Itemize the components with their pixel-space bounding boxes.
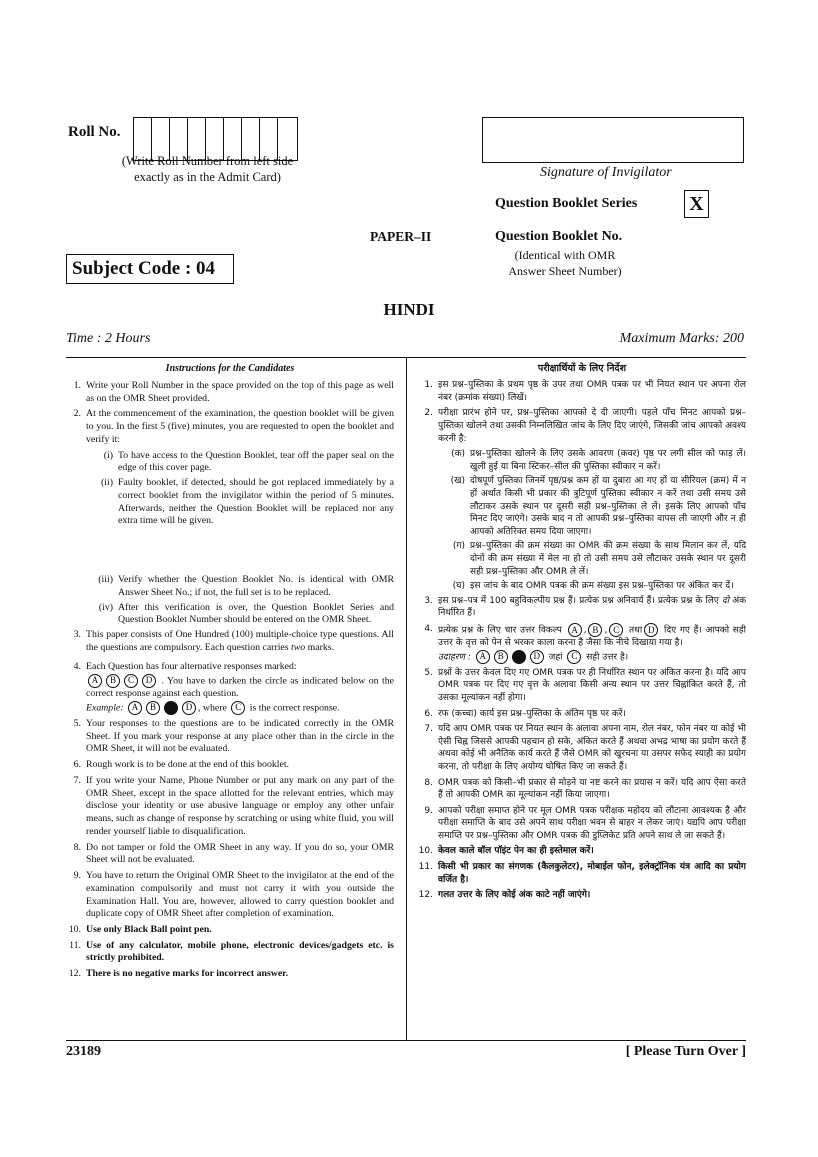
option-d-circle: D [644, 623, 658, 637]
signature-label: Signature of Invigilator [540, 165, 672, 180]
instruction-item: 6. Rough work is to be done at the end of this booklet. [73, 759, 289, 771]
example-a-circle: A [128, 701, 142, 715]
example-b-circle: B [146, 701, 160, 715]
column-divider [406, 357, 407, 1040]
instruction-item: 9. You have to return the Original OMR Sheet to the invigilator at the end of the examination compulsorily and must not carry it with you outside the Examination Hall. You are, however, allowed to carry question booklet and duplicate copy of OMR Sheet after completion of examination. [73, 870, 394, 920]
instruction-item: 3. इस प्रश्न–पत्र में 100 बहुविकल्पीय प्रश्न हैं। प्रत्येक प्रश्न अनिवार्य हैं। प्रत्येक प्रश्न के लिए दो अंक निर्धारित हैं। [424, 595, 746, 619]
english-heading: Instructions for the Candidates [165, 363, 295, 374]
example-d-circle: D [530, 650, 544, 664]
booklet-number-label: Question Booklet No. [495, 229, 623, 244]
instruction-item: 12. There is no negative marks for incorrect answer. [68, 968, 289, 980]
instruction-item: 9. आपको परीक्षा समाप्त होने पर मूल OMR पत्रक परीक्षक महोदय को लौटाना आवश्यक है और परीक्षा समाप्ति के बाद उसे अपने साथ परीक्षा भवन से बाहर न लेकर जाएं। यद्यपि आप परीक्षा समाप्ति पर प्रश्न–पुस्तिका और OMR पत्रक की डुप्लिकेट प्रति अपने साथ ले जा सकते हैं। [424, 805, 746, 841]
instruction-item: 11. Use of any calculator, mobile phone, electronic devices/gadgets etc. is strictly prohibited. [69, 939, 394, 964]
instruction-item: 8. OMR पत्रक को किसी–भी प्रकार से मोड़ने या नष्ट करने का प्रयास न करें। यदि आप ऐसा करते हैं तो आपकी OMR का मूल्यांकन नहीं किया जाएगा। [424, 777, 746, 801]
roll-number-note: (Write Roll Number from left side exactly as in the Admit Card) [121, 154, 294, 185]
booklet-number-note: (Identical with OMR Answer Sheet Number) [508, 248, 622, 278]
roll-number-label: Roll No. [68, 124, 121, 140]
instruction-item: 4. प्रत्येक प्रश्न के लिए चार उत्तर विकल्प A , B , C तथा D दिए गए हैं। आपको सही उत्तर के वृत्त को पेन से भरकर काला करना है जैसा कि नीचे दिखाया गया है। उदाहरण : A B D जहां C सही उत्तर है। [424, 623, 746, 663]
instruction-item: 12. गलत उत्तर के लिए कोई अंक काटे नहीं जाएंगे। [418, 890, 591, 901]
example-d-circle: D [182, 701, 196, 715]
example-a-circle: A [476, 650, 490, 664]
instruction-subitem: (ख) दोषपूर्ण पुस्तिका जिनमें पृष्ठ/प्रश्न कम हों या दुबारा आ गए हों या सीरियल (क्रम) में न हों अर्थात किसी भी प्रकार की त्रुटिपूर्ण पुस्तिका स्वीकार न करें तथा उसी समय उसे लौटाकर उसके स्थान पर दूसरी सही प्रश्न–पुस्तिका ले लें। इसके लिए आपको पाँच मिनट दिए जाएंगे। उसके बाद न तो आपकी प्रश्न–पुस्तिका वापस ली जाएगी और न ही आपको अतिरिक्त समय दिया जाएगा। [450, 476, 746, 537]
subject-code: Subject Code : 04 [66, 254, 234, 284]
example-answer-circle: C [567, 650, 581, 664]
example-answer-circle: C [231, 701, 245, 715]
bottom-divider [66, 1040, 746, 1041]
option-c-circle: C [124, 674, 138, 688]
instruction-item: 5. Your responses to the questions are to be indicated correctly in the OMR Sheet. If you mark your response at any place other than in the circle in the OMR Sheet, it will not be evaluated. [73, 717, 394, 755]
instruction-subitem: (घ) इस जांच के बाद OMR पत्रक की क्रम संख्या इस प्रश्न–पुस्तिका पर अंकित कर दें। [452, 581, 734, 592]
option-d-circle: D [142, 674, 156, 688]
paper-label: PAPER–II [370, 229, 432, 244]
instruction-subitem: (iv) After this verification is over, the Question Booklet Series and Question Booklet Number should be entered on the OMR Sheet. [98, 601, 394, 626]
example-b-circle: B [494, 650, 508, 664]
booklet-code: 23189 [66, 1044, 101, 1059]
instruction-item: 2. परीक्षा प्रारंभ होने पर, प्रश्न–पुस्तिका आपको दे दी जाएगी। पहले पाँच मिनट आपको प्रश्न–पुस्तिका खोलने तथा उसकी निम्नलिखित जांच के लिए दिए जाएंगे, जिसकी जांच आपको अवश्य करनी है: [424, 408, 746, 444]
instruction-subitem: (iii) Verify whether the Question Booklet No. is identical with OMR Answer Sheet No.; if not, the full set is to be replaced. [98, 574, 394, 598]
instruction-item: 10. केवल काले बॉल पॉइंट पेन का ही इस्तेमाल करें। [418, 846, 594, 857]
instruction-item: 4. Each Question has four alternative responses marked: A B C D . You have to darken the circle as indicated below on the correct response against each question. Example: A B D , where C is the correct response. [73, 661, 394, 714]
instruction-item: 11. किसी भी प्रकार का संगणक (कैलकुलेटर), मोबाईल फोन, इलेक्ट्रॉनिक यंत्र आदि का प्रयोग वर्जित है। [418, 862, 746, 885]
instruction-item: 7. यदि आप OMR पत्रक पर नियत स्थान के अलावा अपना नाम, रोल नंबर, फोन नंबर या कोई भी ऐसी चिह्न जिससे आपकी पहचान हो सके, अंकित करते हैं अथवा अभद्र भाषा का प्रयोग करते हैं अथवा कोई भी अनैतिक कार्य करते हैं जैसे OMR को खुरचना या उसपर सफेद स्याही का प्रयोग करना, तो परीक्षा के लिए अयोग्य घोषित किए जा सकते हैं। [424, 724, 746, 772]
instruction-item: 6. रफ (कच्चा) कार्य इस प्रश्न–पुस्तिका के अंतिम पृष्ठ पर करें। [424, 708, 626, 719]
example-filled-circle [164, 701, 178, 715]
instruction-item: 1. इस प्रश्न–पुस्तिका के प्रथम पृष्ठ के उपर तथा OMR पत्रक पर भी नियत स्थान पर अपना रोल नंबर (क्रमांक संख्या) लिखें। [424, 380, 746, 403]
maximum-marks: Maximum Marks: 200 [619, 331, 744, 346]
option-b-circle: B [106, 674, 120, 688]
instruction-item: 3. This paper consists of One Hundred (100) multiple-choice type questions. All the questions are compulsory. Each question carries two marks. [73, 629, 394, 653]
option-b-circle: B [588, 623, 602, 637]
subject-title: HINDI [383, 300, 435, 319]
invigilator-signature-box[interactable] [482, 117, 744, 163]
instruction-item: 7. If you write your Name, Phone Number or put any mark on any part of the OMR Sheet, except in the space allotted for the relevant entries, which may disclose your identity or use abusive language or employ any other unfair means, such as change of response by scratching or using white fluid, you will render yourself liable to disqualification. [73, 774, 394, 837]
instruction-item: 1. Write your Roll Number in the space provided on the top of this page as well as on the OMR Sheet provided. [73, 380, 394, 404]
example-filled-circle [512, 650, 526, 664]
please-turn-over: [ Please Turn Over ] [625, 1044, 746, 1059]
hindi-heading: परीक्षार्थियों के लिए निर्देश [537, 363, 627, 374]
instruction-subitem: (ii) Faulty booklet, if detected, should be got replaced immediately by a correct booklet from the invigilator within the period of 5 minutes. Afterwards, neither the Question Booklet will be replaced nor any extra time will be given. [101, 477, 394, 527]
option-c-circle: C [609, 623, 623, 637]
instruction-item: 10. Use only Black Ball point pen. [68, 923, 212, 935]
time-allowed: Time : 2 Hours [66, 331, 151, 346]
english-instructions [66, 362, 394, 984]
hindi-instructions [418, 362, 746, 905]
series-value-box: X [684, 190, 709, 218]
instruction-item: 2. At the commencement of the examination, the question booklet will be given to you. In the first 5 (five) minutes, you are requested to open the booklet and verify it: [73, 408, 394, 445]
instruction-subitem: (ग) प्रश्न–पुस्तिका की क्रम संख्या का OMR की क्रम संख्या के साथ मिलान कर लें, यदि दोनों की क्रम संख्या में मेल ना हो तो उसी समय उसे लौटाकर उसके स्थान पर दूसरी सही प्रश्न–पुस्तिका और OMR ले लें। [452, 541, 746, 577]
instruction-item: 8. Do not tamper or fold the OMR Sheet in any way. If you do so, your OMR Sheet will not be evaluated. [73, 841, 394, 866]
instruction-item: 5. प्रश्नों के उत्तर केवल दिए गए OMR पत्रक पर ही निर्धारित स्थान पर अंकित करना है। यदि आप OMR पत्रक पर दिए गए वृत्त के अलावा किसी अन्य स्थान पर उत्तर चिह्नांकित करते हैं, तो उसका मूल्यांकन नहीं होगा। [424, 667, 746, 703]
option-a-circle: A [568, 623, 582, 637]
series-label: Question Booklet Series [495, 196, 638, 211]
option-a-circle: A [88, 674, 102, 688]
instruction-subitem: (क) प्रश्न–पुस्तिका खोलने के लिए उसके आवरण (कवर) पृष्ठ पर लगी सील को फाड़ लें। खुली हुई या बिना स्टिकर–सील की पुस्तिका स्वीकार न करें। [451, 449, 746, 472]
instruction-subitem: (i) To have access to the Question Booklet, tear off the paper seal on the edge of this cover page. [103, 449, 394, 474]
